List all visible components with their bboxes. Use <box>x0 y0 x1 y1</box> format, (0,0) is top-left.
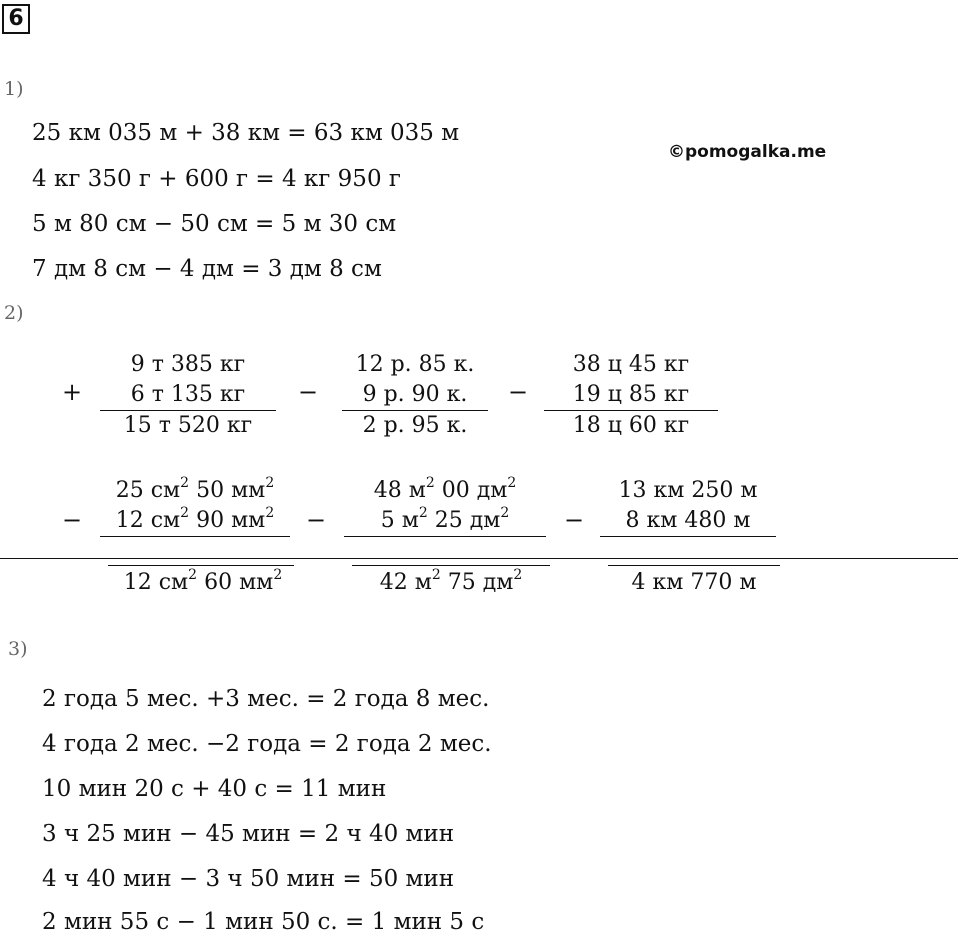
column-operand-a: 9 т 385 кг <box>130 352 246 377</box>
part1-line-1: 25 км 035 м + 38 км = 63 км 035 м <box>32 120 460 146</box>
column-subtraction-centner <box>544 350 718 441</box>
column-op-sign: − <box>306 506 327 534</box>
column-operand-b: 5 $м^2$ 25 $дм^2$ <box>344 506 546 537</box>
column-operand-b: 8 км 480 м <box>600 506 776 537</box>
part3-line-4: 3 ч 25 мин − 45 мин = 2 ч 40 мин <box>42 821 455 847</box>
column-subtraction-area-cm <box>100 476 290 537</box>
part1-line-2: 4 кг 350 г + 600 г = 4 кг 950 г <box>32 166 401 192</box>
result-line <box>608 565 780 566</box>
column-operand-b: 12 $см^2$ 90 $мм^2$ <box>100 506 290 537</box>
column-subtraction-money <box>342 350 488 441</box>
part3-line-2: 4 года 2 мес. −2 года = 2 года 2 мес. <box>42 731 492 757</box>
column-op-sign: − <box>62 506 83 534</box>
part1-line-4: 7 дм 8 см − 4 дм = 3 дм 8 см <box>32 256 382 282</box>
column-addition-mass <box>100 350 276 441</box>
task-number: 6 <box>8 6 24 31</box>
part3-line-1: 2 года 5 мес. +3 мес. = 2 года 8 мес. <box>42 686 490 712</box>
column-operand-b: 19 ц 85 кг <box>544 380 718 411</box>
column-result: 15 т 520 кг <box>123 413 253 438</box>
column-op-sign: − <box>298 378 319 406</box>
column-result: 42 $м^2$ 75 $дм^2$ <box>379 566 523 595</box>
part3-line-5: 4 ч 40 мин − 3 ч 50 мин = 50 мин <box>42 866 455 892</box>
column-result: 12 $см^2$ 60 $мм^2$ <box>123 566 283 595</box>
column-result: 18 ц 60 кг <box>572 413 690 438</box>
column-op-sign: + <box>62 378 83 406</box>
column-subtraction-km <box>600 476 776 537</box>
column-result: 2 р. 95 к. <box>362 413 468 438</box>
watermark: ©pomogalka.me <box>668 142 827 162</box>
separator-line <box>0 558 958 559</box>
column-subtraction-area-m <box>344 476 546 537</box>
part3-label: 3) <box>8 638 28 660</box>
part3-line-6: 2 мин 55 с − 1 мин 50 с. = 1 мин 5 с <box>42 909 485 935</box>
column-op-sign: − <box>508 378 529 406</box>
part3-line-3: 10 мин 20 с + 40 с = 11 мин <box>42 776 387 802</box>
column-result-km <box>608 568 780 598</box>
column-operand-a: 12 р. 85 к. <box>355 352 475 377</box>
column-operand-a: 38 ц 45 кг <box>572 352 690 377</box>
column-operand-a: 13 км 250 м <box>618 478 758 503</box>
part1-label: 1) <box>4 78 24 100</box>
part1-line-3: 5 м 80 см − 50 см = 5 м 30 см <box>32 211 397 237</box>
column-op-sign: − <box>564 506 585 534</box>
result-line <box>352 565 550 566</box>
part2-label: 2) <box>4 302 24 324</box>
column-result: 4 км 770 м <box>631 570 757 595</box>
column-result-area-m <box>352 568 550 598</box>
column-operand-a: 25 $см^2$ 50 $мм^2$ <box>115 474 275 503</box>
column-operand-b: 6 т 135 кг <box>100 380 276 411</box>
column-operand-a: 48 $м^2$ 00 $дм^2$ <box>373 474 517 503</box>
task-number-box <box>2 4 30 34</box>
column-result-area-cm <box>108 568 298 598</box>
column-operand-b: 9 р. 90 к. <box>342 380 488 411</box>
result-line <box>108 565 294 566</box>
